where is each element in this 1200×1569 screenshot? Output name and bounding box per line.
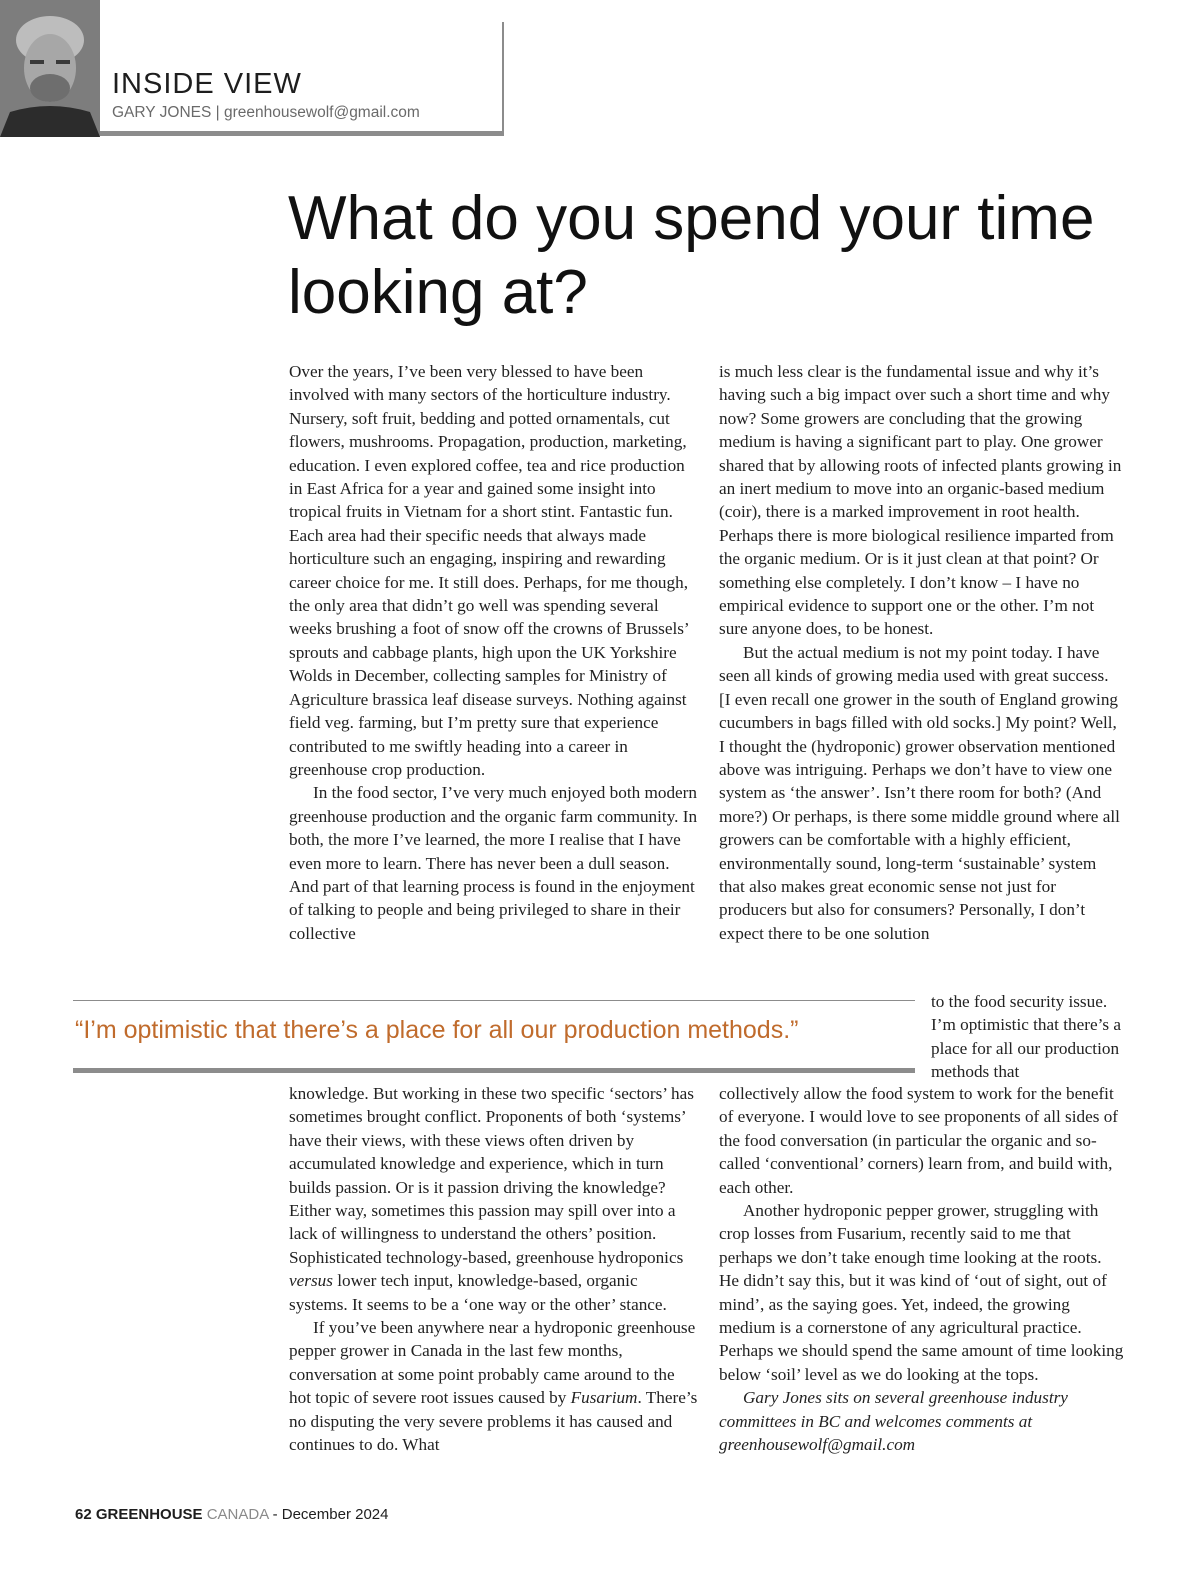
body-paragraph — [289, 1316, 699, 1456]
body-paragraph: Another hydroponic pepper grower, struggling with crop losses from Fusarium, recently said to me that perhaps we don’t take enough time looking at the roots. He didn’t say this, but it was kind of ‘out of sight, out of mind’, as the saying goes. Yet, indeed, the growing medium is a cornerstone of any agricultural practice. Perhaps we should spend the same amount of time looking below ‘soil’ level as we do looking at the tops. — [719, 1201, 1124, 1384]
body-paragraph: is much less clear is the fundamental issue and why it’s having such a big impact over such a short time and why now? Some growers are concluding that the growing medium is having a significant part to play. One grower shared that by allowing roots of infected plants growing in an inert medium to move into an organic-based medium (coir), there is a marked improvement in root health. Perhaps there is more biological resilience imparted from the organic medium. Or is it just clean at that point? Or something else completely. I don’t know – I have no empirical evidence to support one or the other. I’m not sure anyone does, to be honest. — [719, 362, 1122, 639]
author-email: greenhousewolf@gmail.com — [224, 104, 420, 121]
author-name: GARY JONES — [112, 104, 212, 121]
body-paragraph: to the food security issue. I’m optimistic that there’s a place for all our production methods that — [931, 992, 1121, 1082]
body-paragraph — [289, 1082, 699, 1316]
byline-separator: | — [215, 104, 220, 121]
text-run: . There’s no disputing the very severe problems it has caused and continues to do. What — [289, 1388, 698, 1455]
body-paragraph: But the actual medium is not my point today. I have seen all kinds of growing media used with great success. [I even recall one grower in the south of England growing cucumbers in bags filled with old socks.] My point? Well, I thought the (hydroponic) grower observation mentioned above was intriguing. Perhaps we don’t have to view one system as ‘the answer’. Isn’t there room for both? (And more?) Or perhaps, is there some middle ground where all growers can be comfortable with a highly efficient, environmentally sound, long-term ‘sustainable’ system that also makes great economic sense not just for producers but also for consumers? Personally, I don’t expect there to be one solution — [719, 642, 1120, 943]
text-run: knowledge. But working in these two specific ‘sectors’ has sometimes brought conflict. Proponents of both ‘systems’ have their views, with these views often driven by accumulated knowledge and experience, which in turn builds passion. Or is it passion driving the knowledge? Either way, sometimes this passion may spill over into a lack of willingness to understand the others’ position. Sophisticated technology-based, greenhouse hydroponics — [289, 1084, 694, 1267]
header-horizontal-rule — [100, 131, 504, 136]
column-2-wrap-text — [931, 990, 1131, 1084]
issue-date: - December 2024 — [272, 1506, 389, 1523]
section-title: INSIDE VIEW — [112, 68, 302, 100]
column-2-bottom — [719, 1082, 1124, 1457]
column-1-top — [289, 360, 699, 945]
magazine-name: GREENHOUSE — [95, 1506, 203, 1523]
emphasis-versus: versus — [289, 1271, 333, 1291]
byline — [112, 104, 420, 122]
author-note: Gary Jones sits on several greenhouse industry committees in BC and welcomes comments at greenhousewolf@gmail.com — [719, 1388, 1068, 1455]
pull-quote-top-rule — [73, 1000, 915, 1001]
column-2-top — [719, 360, 1124, 945]
emphasis-fusarium: Fusarium — [570, 1388, 638, 1408]
column-1-bottom — [289, 1082, 699, 1457]
pull-quote: “I’m optimistic that there’s a place for all our production methods.” — [75, 1016, 799, 1044]
page-footer — [75, 1506, 388, 1523]
page-number: 62 — [75, 1506, 92, 1523]
body-paragraph: In the food sector, I’ve very much enjoyed both modern greenhouse production and the organic farm community. In both, the more I’ve learned, the more I realise that I have even more to learn. There has never been a dull season. And part of that learning process is found in the enjoyment of talking to people and being privileged to share in their collective — [289, 783, 698, 943]
body-paragraph: Over the years, I’ve been very blessed to have been involved with many sectors of the horticulture industry. Nursery, soft fruit, bedding and potted ornamentals, cut flowers, mushrooms. Propagation, production, marketing, education. I even explored coffee, tea and rice production in East Africa for a year and gained some insight into tropical fruits in Vietnam for a short stint. Fantastic fun. Each area had their specific needs that always made horticulture such an engaging, inspiring and rewarding career choice for me. It still does. Perhaps, for me though, the only area that didn’t go well was spending several weeks brushing a foot of snow off the crowns of Brussels’ sprouts and cabbage plants, high upon the UK Yorkshire Wolds in December, collecting samples for Ministry of Agriculture brassica leaf disease surveys. Nothing against field veg. farming, but I’m pretty sure that experience contributed to me swiftly heading into a career in greenhouse crop production. — [289, 362, 689, 779]
headline: What do you spend your time looking at? — [288, 184, 1095, 327]
magazine-name-light: CANADA — [206, 1506, 269, 1523]
text-run: lower tech input, knowledge-based, organic systems. It seems to be a ‘one way or the other’ stance. — [289, 1271, 667, 1314]
text-run: If you’ve been anywhere near a hydroponic greenhouse pepper grower in Canada in the last few months, conversation at some point probably came around to the hot topic of severe root issues caused by — [289, 1318, 696, 1408]
header-vertical-rule — [502, 22, 504, 135]
body-paragraph: collectively allow the food system to work for the benefit of everyone. I would love to see proponents of all sides of the food conversation (in particular the organic and so-called ‘conventional’ corners) learn from, and build with, each other. — [719, 1084, 1119, 1197]
author-photo — [0, 0, 100, 137]
pull-quote-bottom-rule — [73, 1068, 915, 1073]
